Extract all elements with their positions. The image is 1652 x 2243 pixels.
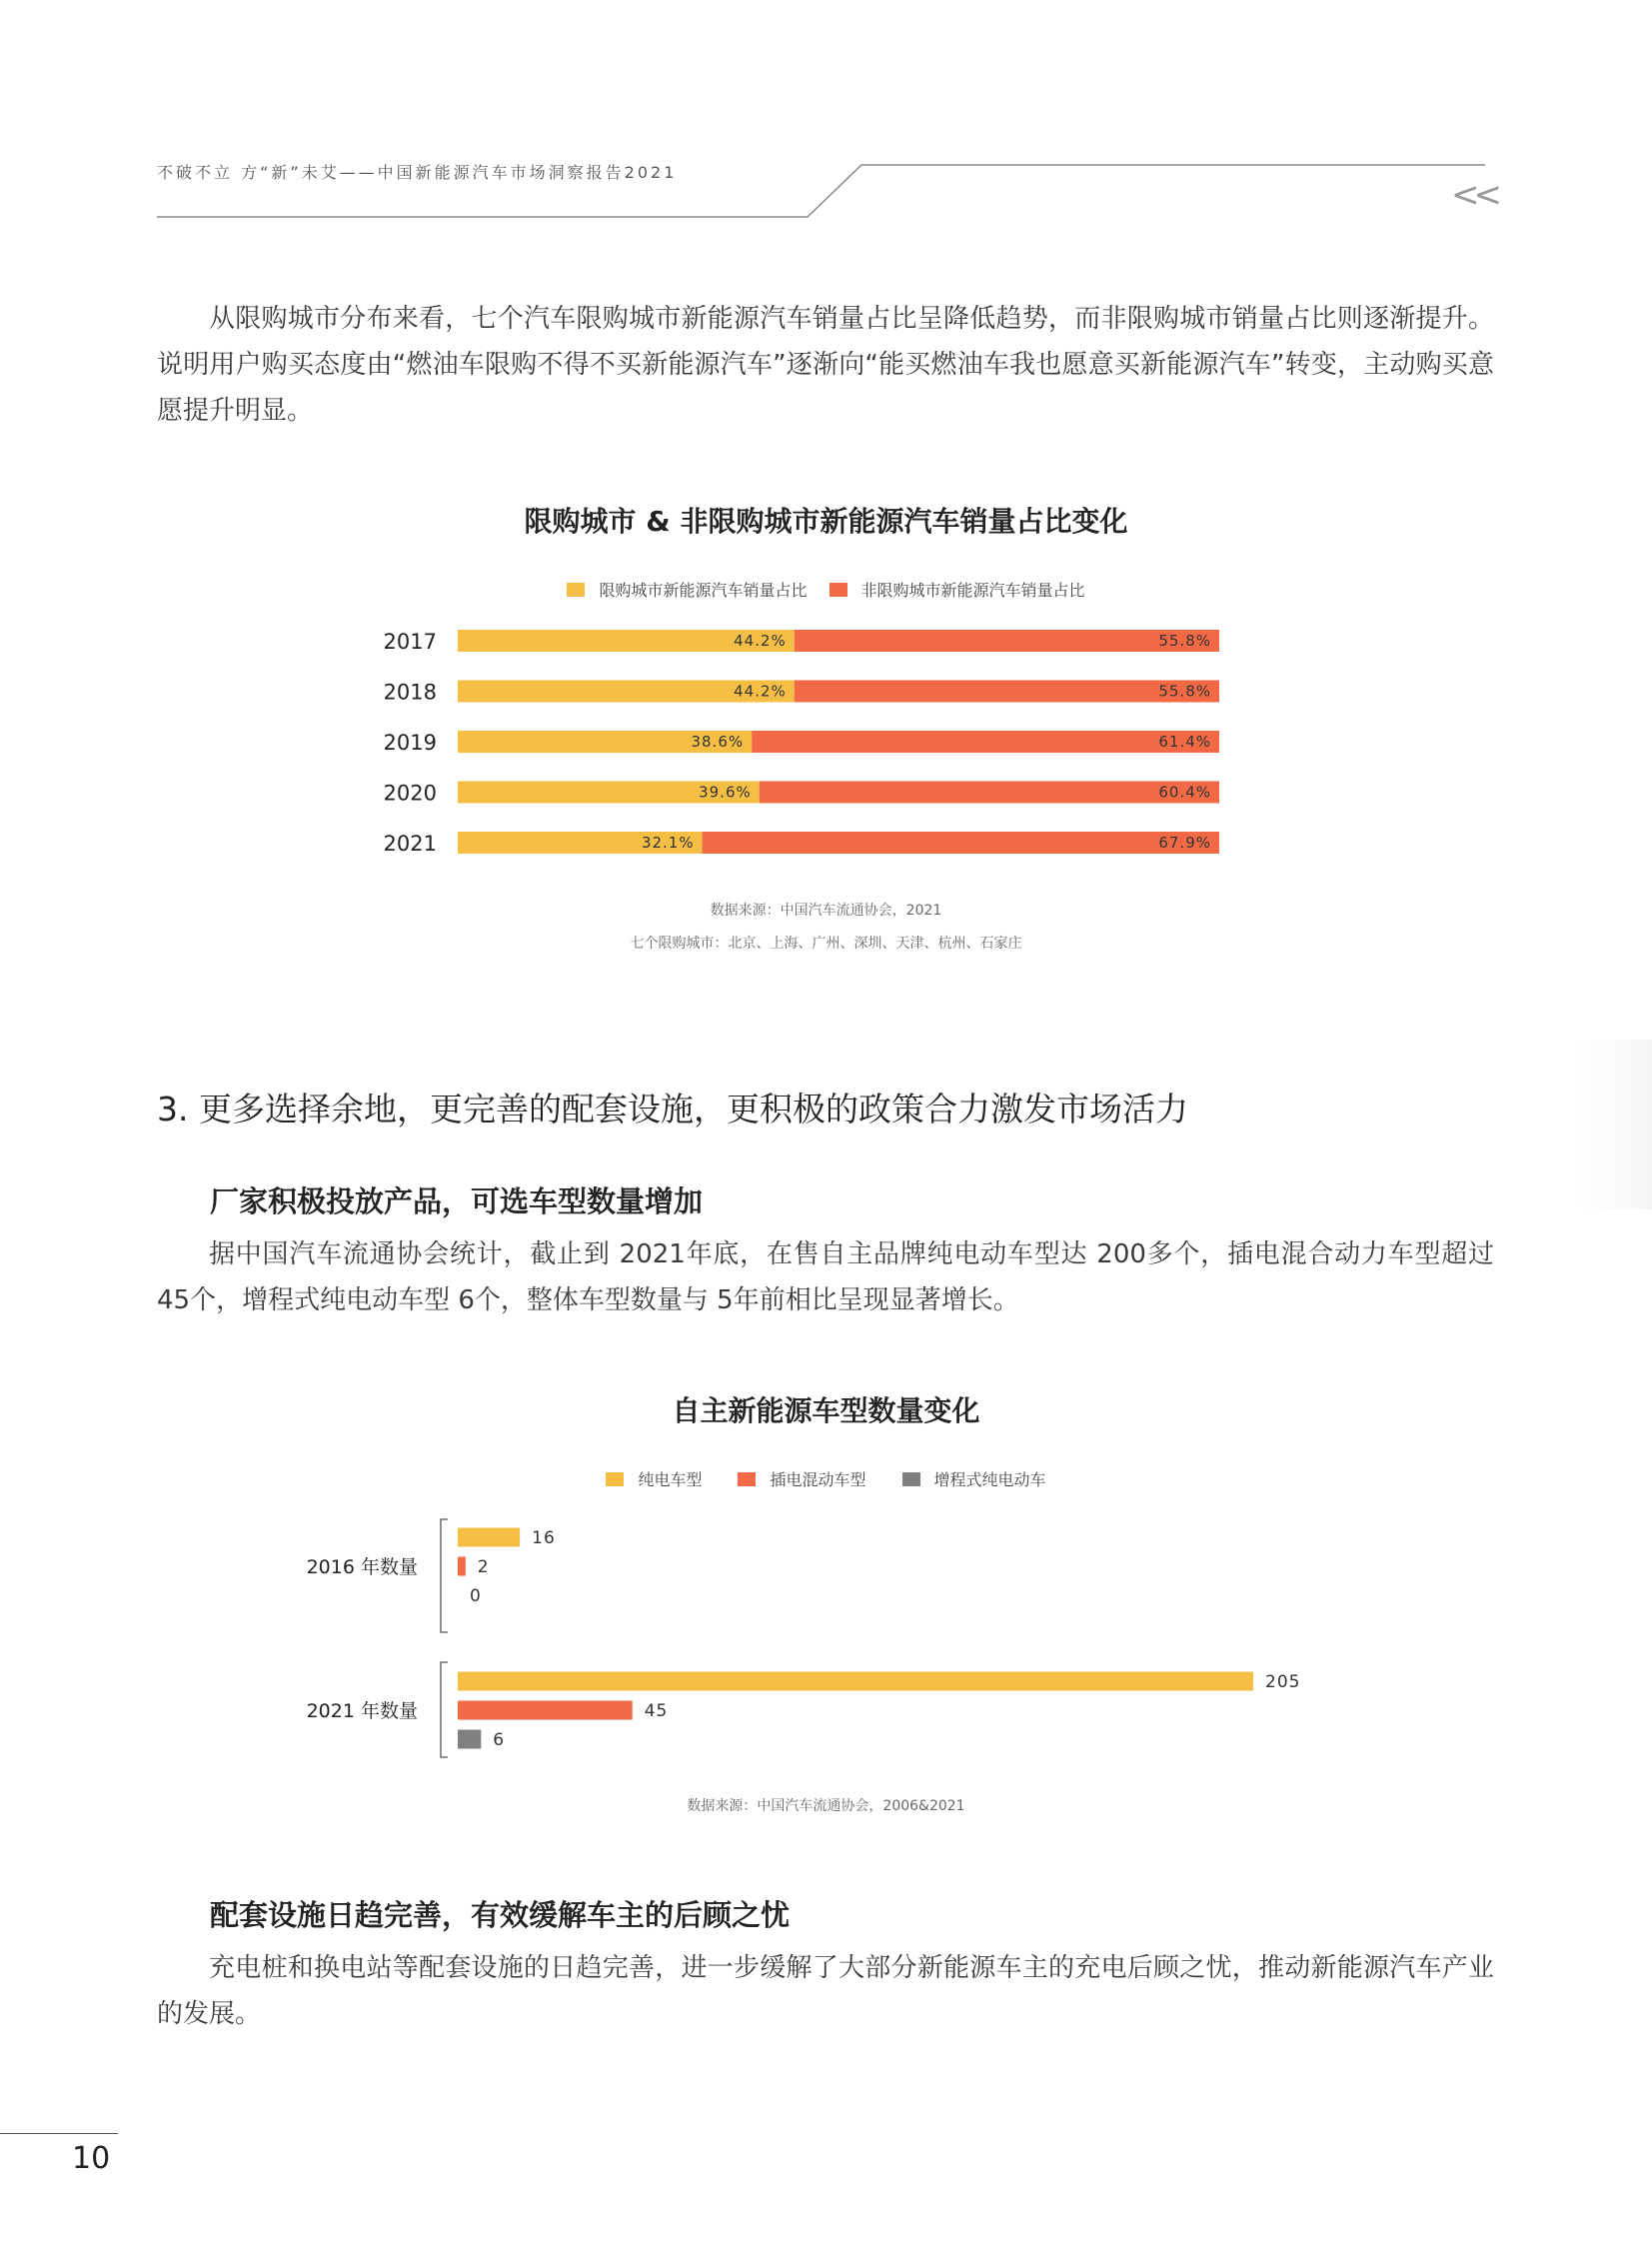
chart2-bar: [458, 1730, 481, 1749]
legend-label: 插电混动车型: [770, 1470, 866, 1489]
chart1-data-label: 55.8%: [1158, 632, 1211, 650]
chart1-data-label: 44.2%: [734, 682, 787, 701]
chart1-plot: [0, 610, 1652, 870]
chart2-data-label: 45: [644, 1701, 669, 1721]
footer-rule: [0, 2133, 118, 2134]
chart1-category-label: 2020: [383, 781, 437, 806]
chart1-category-label: 2021: [383, 832, 437, 856]
legend-label: 限购城市新能源汽车销量占比: [599, 581, 808, 600]
chart1-category-label: 2018: [383, 680, 437, 705]
chart1-bar-segment: [795, 630, 1219, 652]
chart1-legend-item: [829, 578, 1085, 601]
header-rule: [0, 0, 1652, 240]
page-edge-shade: [1577, 1040, 1652, 1209]
chart1-data-label: 39.6%: [699, 783, 752, 802]
legend-label: 增程式纯电动车: [933, 1470, 1046, 1489]
legend-swatch: [902, 1472, 920, 1486]
chart2-plot: [0, 1504, 1652, 1764]
chart2-legend-item: [606, 1467, 702, 1490]
page-number: 10: [72, 2141, 111, 2176]
chart1-bar-segment: [703, 832, 1219, 854]
chart1-bar-segment: [752, 731, 1219, 753]
legend-swatch: [829, 583, 847, 597]
subheading-infrastructure: 配套设施日趋完善，有效缓解车主的后顾之忧: [210, 1898, 791, 1932]
chart1-legend: [0, 578, 1652, 601]
chart2-category-label: 2021 年数量: [306, 1700, 418, 1722]
chart1-data-label: 67.9%: [1158, 834, 1211, 852]
chart1-legend-item: [567, 578, 807, 601]
section-heading: 3. 更多选择余地，更完善的配套设施，更积极的政策合力激发市场活力: [157, 1090, 1188, 1128]
chart1-data-label: 61.4%: [1158, 733, 1211, 751]
chart2-category-label: 2016 年数量: [306, 1556, 418, 1578]
chart2-data-label: 16: [532, 1528, 556, 1548]
intro-paragraph: 从限购城市分布来看，七个汽车限购城市新能源汽车销量占比呈降低趋势，而非限购城市销量占比则逐渐提升。说明用户购买态度由“燃油车限购不得不买新能源汽车”逐渐向“能买燃油车我也愿意买新能源汽车”转变，主动购买意愿提升明显。: [157, 304, 1494, 426]
subheading-models: 厂家积极投放产品，可选车型数量增加: [210, 1184, 704, 1218]
legend-swatch: [738, 1472, 756, 1486]
chart1-category-label: 2019: [383, 731, 437, 755]
chart2-legend: [0, 1467, 1652, 1490]
legend-swatch: [606, 1472, 624, 1486]
chart2-bracket: [441, 1662, 448, 1757]
chart1-category-label: 2017: [383, 630, 437, 654]
chart2-data-label: 205: [1265, 1672, 1301, 1692]
chart2-legend-item: [902, 1467, 1046, 1490]
chart2-data-label: 2: [477, 1557, 490, 1577]
chart1-data-label: 44.2%: [734, 632, 787, 650]
chevron-left-icon: <<: [1451, 175, 1496, 215]
header-title: 不破不立 方“新”未艾——中国新能源汽车市场洞察报告2021: [157, 163, 678, 182]
chart1-data-label: 55.8%: [1158, 682, 1211, 701]
chart2-bar: [458, 1701, 633, 1720]
chart2-source: 数据来源：中国汽车流通协会，2006&2021: [687, 1798, 965, 1814]
chart2-data-label: 6: [493, 1730, 506, 1750]
chart2-bar: [458, 1672, 1253, 1691]
legend-label: 纯电车型: [638, 1470, 703, 1489]
models-paragraph: 据中国汽车流通协会统计，截止到 2021年底，在售自主品牌纯电动车型达 200多个，插电混合动力车型超过 45个，增程式纯电动车型 6个，整体车型数量与 5年前相比呈现显著增长。: [157, 1239, 1494, 1315]
chart1-title: 限购城市 & 非限购城市新能源汽车销量占比变化: [524, 505, 1128, 538]
chart1-bar-segment: [795, 681, 1219, 703]
chart1-data-label: 60.4%: [1158, 783, 1211, 802]
chart1-data-label: 32.1%: [641, 834, 695, 852]
infrastructure-paragraph: 充电桩和换电站等配套设施的日趋完善，进一步缓解了大部分新能源车主的充电后顾之忧，推动新能源汽车产业的发展。: [157, 1953, 1494, 2029]
legend-swatch: [567, 583, 585, 597]
chart2-legend-item: [738, 1467, 865, 1490]
legend-label: 非限购城市新能源汽车销量占比: [860, 581, 1085, 600]
chart1-bar-segment: [760, 782, 1219, 804]
chart1-data-label: 38.6%: [691, 733, 745, 751]
chart2-title: 自主新能源车型数量变化: [672, 1394, 980, 1427]
chart2-data-label: 0: [470, 1586, 482, 1606]
chart1-source: 数据来源：中国汽车流通协会，2021: [710, 903, 942, 919]
chart1-note: 七个限购城市：北京、上海、广州、深圳、天津、杭州、石家庄: [630, 936, 1022, 952]
chart2-bar: [458, 1528, 520, 1547]
chart2-bar: [458, 1557, 466, 1576]
chart2-bracket: [441, 1519, 448, 1632]
